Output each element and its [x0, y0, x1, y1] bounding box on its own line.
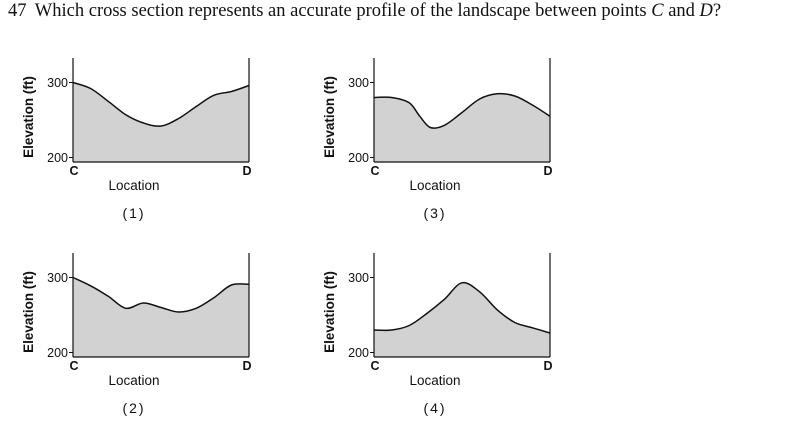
- x-axis-label: Location: [108, 178, 160, 193]
- y-tick-label: 200: [348, 346, 369, 360]
- x-tick-label-d: D: [543, 164, 553, 178]
- option-number: (3): [423, 205, 447, 221]
- x-tick-label-d: D: [242, 164, 252, 178]
- y-axis-label: Elevation (ft): [322, 271, 337, 353]
- x-tick-label-c: C: [370, 359, 380, 373]
- option-number: (1): [122, 205, 146, 221]
- point-d-label: D: [699, 1, 713, 21]
- option-number: (4): [423, 400, 447, 416]
- y-tick-label: 200: [47, 346, 68, 360]
- question-number: 47: [8, 1, 27, 21]
- point-c-label: C: [651, 1, 664, 21]
- question-and: and: [668, 1, 695, 21]
- y-tick-label: 300: [348, 76, 369, 90]
- option-number: (2): [122, 400, 146, 416]
- y-axis-label: Elevation (ft): [21, 76, 36, 158]
- x-tick-label-c: C: [69, 359, 79, 373]
- x-axis-label: Location: [409, 178, 461, 193]
- x-tick-label-d: D: [543, 359, 553, 373]
- y-tick-label: 300: [47, 76, 68, 90]
- y-tick-label: 200: [348, 151, 369, 165]
- y-axis-label: Elevation (ft): [21, 271, 36, 353]
- y-tick-label: 300: [47, 271, 68, 285]
- y-axis-label: Elevation (ft): [322, 76, 337, 158]
- question-stem: Which cross section represents an accurate profile of the landscape between points: [34, 1, 647, 21]
- question-mark: ?: [712, 1, 722, 21]
- x-tick-label-c: C: [69, 164, 79, 178]
- y-tick-label: 300: [348, 271, 369, 285]
- x-tick-label-c: C: [370, 164, 380, 178]
- x-axis-label: Location: [108, 373, 160, 388]
- profile-area: [374, 283, 550, 357]
- x-axis-label: Location: [409, 373, 461, 388]
- x-tick-label-d: D: [242, 359, 252, 373]
- y-tick-label: 200: [47, 151, 68, 165]
